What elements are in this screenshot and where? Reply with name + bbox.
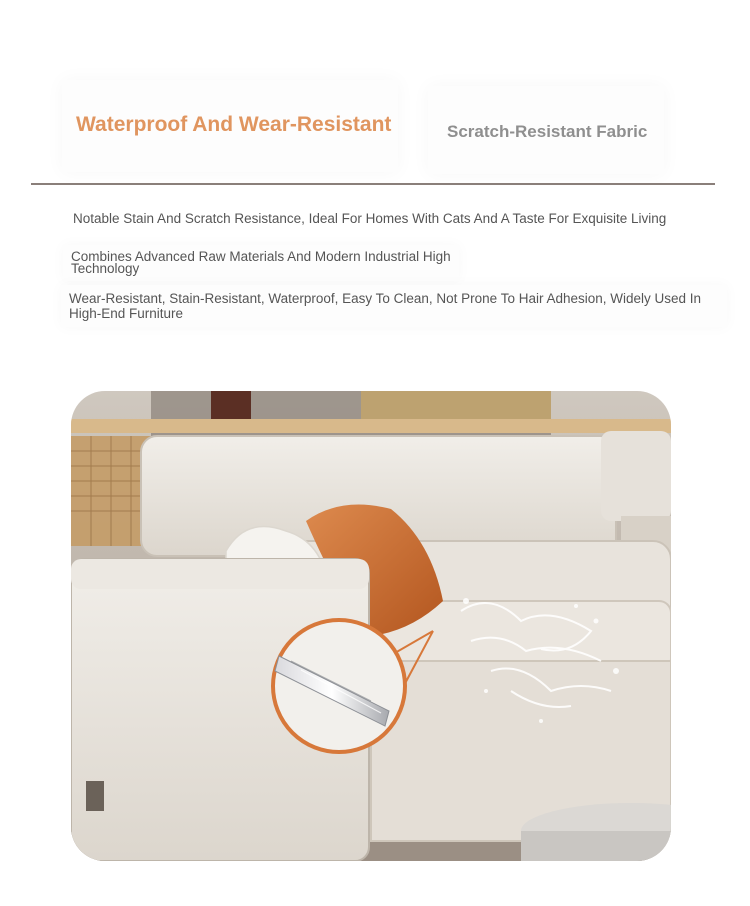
tab-scratch-resistant-label: Scratch-Resistant Fabric [447, 122, 648, 141]
feature-text-1-label: Notable Stain And Scratch Resistance, Ideal For Homes With Cats And A Taste For Exquisite Living [73, 211, 667, 226]
feature-text-3 [69, 291, 719, 321]
section-divider [31, 183, 715, 185]
sofa-product-image [71, 391, 671, 861]
tab-scratch-resistant[interactable] [428, 86, 664, 174]
tab-waterproof[interactable] [62, 80, 398, 172]
tab-waterproof-label: Waterproof And Wear-Resistant [76, 113, 392, 136]
feature-text-3-label: Wear-Resistant, Stain-Resistant, Waterproof, Easy To Clean, Not Prone To Hair Adhesion, Widely Used In High-End Furniture [69, 291, 702, 321]
feature-text-2-label: Combines Advanced Raw Materials And Modern Industrial High Technology [71, 249, 451, 276]
sofa-illustration [71, 391, 671, 861]
feature-text-2 [71, 251, 451, 275]
feature-text-1 [73, 212, 713, 226]
